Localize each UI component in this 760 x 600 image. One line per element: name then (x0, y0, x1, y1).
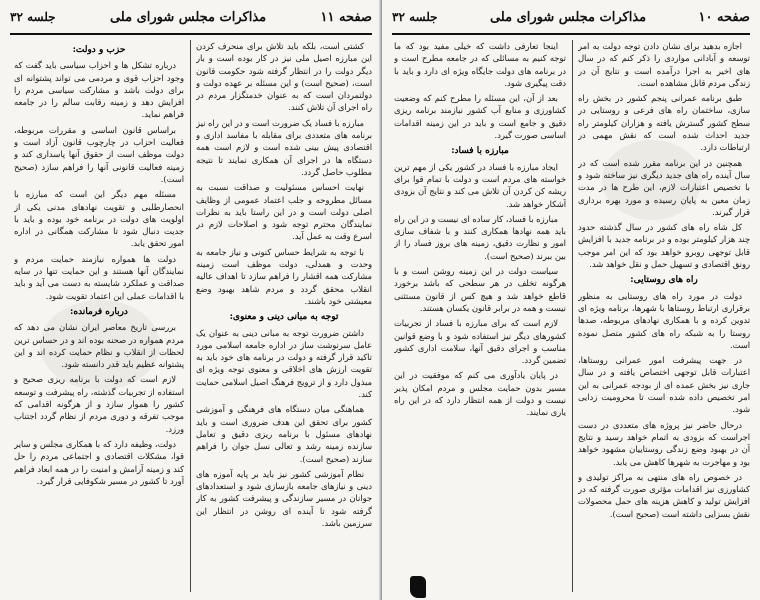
left-page-column-left (14, 40, 184, 594)
paragraph: نهایت احساس مسئولیت و صداقت نسبت به مسائل مطروحه و جلب اعتماد عمومی از وظایف اصلی دولت است و در این راستا باید به نظرات نمایندگان محترم توجه شود و اصلاحات لازم در اسرع وقت به عمل آید. (196, 182, 372, 242)
session-label: جلسه ۳۲ (392, 10, 438, 24)
paragraph: دولت ها همواره نیازمند حمایت مردم و نمایندگان آنها هستند و این حمایت تنها در سایه صداقت و عملکرد شایسته به دست می آید و باید با اقدامات عملی این اعتماد تقویت شود. (14, 253, 184, 301)
paragraph: براساس قانون اساسی و مقررات مربوطه، فعالیت احزاب در چارچوب قانون آزاد است و دولت موظف است از حقوق آنها پاسداری کند و زمینه فعالیت قانونی آنها را فراهم سازد (صحیح است). (14, 124, 184, 184)
right-page-header (392, 2, 750, 32)
paragraph: هماهنگی میان دستگاه های فرهنگی و آموزشی کشور برای تحقق این هدف ضروری است و باید نهادهای مسئول با برنامه ریزی دقیق و تعامل سازنده زمینه رشد و تعالی نسل جوان را فراهم سازند (صحیح است). (196, 404, 372, 464)
left-page-header (10, 2, 372, 32)
column-divider (190, 40, 191, 592)
paragraph: در خصوص راه های منتهی به مراکز تولیدی و کشاورزی نیز اقدامات مؤثری صورت گرفته که در افزایش تولید و کاهش هزینه های حمل محصولات نقش بسزایی داشته است (صحیح است). (578, 471, 750, 519)
paragraph: درباره تشکل ها و احزاب سیاسی باید گفت که وجود احزاب قوی و مردمی می تواند پشتوانه ای برای دولت باشد و مشارکت سیاسی مردم را افزایش دهد و زمینه رقابت سالم را در جامعه فراهم نماید. (14, 60, 184, 120)
paragraph: اجازه بدهید برای نشان دادن توجه دولت به امر توسعه و آبادانی مواردی را ذکر کنم که در سال های اخیر به اجرا درآمده است و نتایج آن در زندگی مردم قابل مشاهده است. (578, 41, 750, 88)
paragraph: اینجا تعارفی داشت که خیلی مفید بود که ما توجه کنیم به مسائلی که در جامعه مطرح است و در برنامه های دولت جایگاه ویژه ای دارد و باید با دقت پیگیری شود. (394, 41, 566, 88)
right-page-column-left (394, 40, 566, 594)
paragraph: ایجاد مبارزه با فساد در کشور یکی از مهم ترین خواسته های مردم است و دولت با تمام قوا برای ریشه کن کردن آن تلاش می کند و نتایج آن بزودی آشکار خواهد شد. (394, 161, 566, 209)
paragraph: دولت، وظیفه دارد که با همکاری مجلس و سایر قوا، مشکلات اقتصادی و اجتماعی مردم را حل کند و زمینه آرامش و امنیت را در همه ابعاد فراهم آورد تا کشور در مسیر شکوفایی قرار گیرد. (14, 438, 184, 486)
page-number: صفحه ۱۱ (320, 9, 372, 25)
session-label: جلسه ۳۲ (10, 10, 56, 24)
page-header-title: مذاکرات مجلس شورای ملی (109, 9, 267, 25)
paragraph: سیاست دولت در این زمینه روشن است و با هرگونه تخلف در هر سطحی که باشد برخورد قاطع خواهد شد و هیچ کس از قانون مستثنی نیست و همه در برابر قانون یکسان هستند. (394, 266, 566, 313)
paragraph: کل شاه راه های کشور در سال گذشته حدود چند هزار کیلومتر بوده و در برنامه جدید با افزایش قابل توجهی روبرو خواهد بود که این امر موجب رونق اقتصادی و تسهیل حمل و نقل خواهد شد. (578, 222, 750, 270)
paragraph: داشتن ضرورت توجه به مبانی دینی به عنوان یک عامل سرنوشت ساز در اداره جامعه اسلامی مورد تاکید قرار گرفته و دولت در برنامه های خود باید به تقویت ارزش های اخلاقی و معنوی توجه ویژه ای مبذول دارد و از ترویج فرهنگ اصیل اسلامی حمایت کند. (196, 327, 372, 400)
paragraph: مبارزه با فساد یک ضرورت است و در این راه نیز برنامه های متعددی برای مقابله با مفاسد اداری و اقتصادی پیش بینی شده است و لازم است همه دستگاه ها در اجرای آن همکاری نمایند تا نتیجه مطلوب حاصل گردد. (196, 117, 372, 177)
column-divider (572, 40, 573, 592)
paragraph: درحال حاضر نیز پروژه های متعددی در دست اجراست که بزودی به اتمام خواهد رسید و نتایج آن در بهبود وضع زندگی روستاییان مشهود خواهد بود و مهاجرت به شهرها کاهش می یابد. (578, 419, 750, 467)
section-heading: حزب و دولت: (72, 45, 126, 55)
paragraph: لازم است که دولت با برنامه ریزی صحیح و استفاده از تجربیات گذشته، راه پیشرفت و توسعه کشور را هموار سازد و از هرگونه اقدامی که موجب تفرقه و دوری مردم از نظام گردد اجتناب ورزد. (14, 374, 184, 434)
paragraph: در پایان یادآوری می کنم که موفقیت در این مسیر بدون حمایت مجلس و مردم امکان پذیر نیست و دولت از همه انتظار دارد که در این راه یاری نمایند. (394, 370, 566, 418)
page-header-title: مذاکرات مجلس شورای ملی (489, 9, 647, 25)
paragraph: لازم است که برای مبارزه با فساد از تجربیات کشورهای دیگر نیز استفاده شود و با وضع قوانین مناسب و اجرای دقیق آنها، سلامت اداری کشور تضمین گردد. (394, 318, 566, 366)
ink-bleed-mark (410, 576, 426, 598)
paragraph: در جهت پیشرفت امور عمرانی روستاها، اعتبارات قابل توجهی اختصاص یافته و در سال جاری نیز بخش عمده ای از بودجه عمرانی به این امر تخصیص داده شده است تا محرومیت زدایی شود. (578, 355, 750, 415)
right-page-column-right (578, 40, 750, 594)
paragraph: همچنین در این برنامه مقرر شده است که در سال آینده راه های جدید دیگری نیز ساخته شود و با تخصیص اعتبارات لازم، این طرح ها در مدت زمان معین به پایان رسیده و مورد بهره برداری قرار گیرند. (578, 157, 750, 217)
paragraph: بعد از آن، این مسئله را مطرح کنم که وضعیت کشاورزی و منابع آب کشور نیازمند برنامه ریزی دقیق و جامع است و باید در این زمینه اقدامات اساسی صورت گیرد. (394, 93, 566, 141)
section-heading: مبارزه با فساد: (451, 146, 509, 157)
paragraph: بررسی تاریخ معاصر ایران نشان می دهد که مردم همواره در صحنه بوده اند و در حساس ترین لحظات از انقلاب و نظام حمایت کرده اند و این پشتوانه عظیم باید قدر دانسته شود. (14, 322, 184, 370)
paragraph: طبق برنامه عمرانی پنجم کشور در بخش راه سازی، ساختمان راه های فرعی و روستایی در سطح کشور گسترش یافته و هزاران کیلومتر راه جدید احداث شده است که نقش مهمی در ارتباطات دارد. (578, 93, 750, 153)
right-page (382, 0, 760, 600)
section-heading: راه های روستایی: (630, 275, 698, 286)
section-heading: درباره فرمانده: (70, 306, 128, 317)
header-rule (392, 33, 750, 35)
paragraph: نظام آموزشی کشور نیز باید بر پایه آموزه های دینی و نیازهای جامعه بازسازی شود و استعدادهای جوانان در مسیر سازندگی و پیشرفت کشور به کار گرفته شود تا آینده ای روشن در انتظار این سرزمین باشد. (196, 468, 372, 528)
paragraph: دولت در مورد راه های روستایی به منظور برقراری ارتباط روستاها با شهرها، برنامه ویژه ای تدوین کرده و با همکاری نهادهای مربوطه، صدها روستا را به شبکه راه های کشور متصل نموده است. (578, 290, 750, 350)
paragraph: مسئله مهم دیگر این است که مبارزه با انحصارطلبی و تقویت نهادهای مدنی یکی از اولویت های دولت در برنامه خود بوده و باید با جدیت دنبال شود تا مشارکت همگانی در اداره امور تحقق یابد. (14, 189, 184, 249)
paragraph: مبارزه با فساد، کار ساده ای نیست و در این راه باید همه نهادها همکاری کنند و با شفاف سازی امور و نظارت دقیق، زمینه های بروز فساد را از بین ببرند (صحیح است). (394, 213, 566, 261)
header-rule (10, 33, 372, 35)
paragraph: با توجه به شرایط حساس کنونی و نیاز جامعه به وحدت و همدلی، دولت موظف است زمینه مشارکت همه اقشار را فراهم سازد تا اهداف عالیه انقلاب محقق گردد و مردم شاهد بهبود وضع معیشتی خود باشند. (196, 246, 372, 306)
section-heading: توجه به مبانی دینی و معنوی: (229, 312, 339, 323)
page-number: صفحه ۱۰ (698, 9, 750, 25)
paragraph: کشتی است، بلکه باید تلاش برای منحرف کردن این مبارزه اصیل ملی نیز در کار بوده است و بار دیگر دولت را در انتظار گرفته شود حکومت قانون است، (صحیح است) و این مسئله بر عهده دولت و دولتمردان است که به عنوان خدمتگزار مردم در راه اجرای آن تلاش کنند. (196, 41, 372, 113)
left-page-column-right (196, 40, 372, 594)
